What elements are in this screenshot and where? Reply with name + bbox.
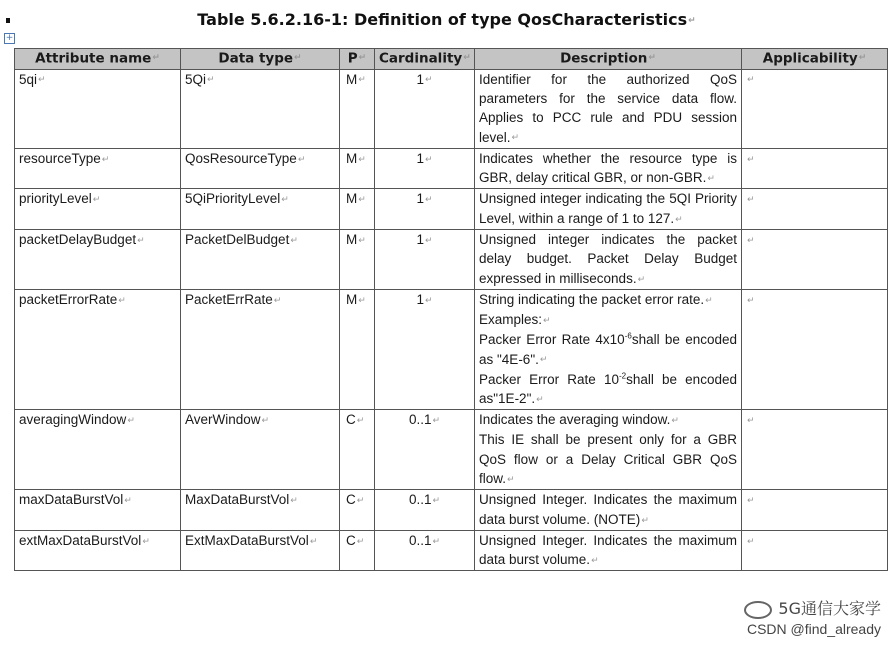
cell-cardinality: 0..1↵ [375,530,475,571]
cell-cardinality: 1↵ [375,148,475,189]
cell-description: Unsigned Integer. Indicates the maximum data burst volume.↵ [475,530,742,571]
cell-attribute-name: resourceType↵ [15,148,181,189]
header-data-type: Data type↵ [181,49,340,70]
cell-description [475,410,742,490]
cell-cardinality: 1↵ [375,289,475,409]
desc-line: This IE shall be present only for a GBR QoS flow or a Delay Critical GBR QoS flow.↵ [479,432,737,487]
cell-applicability: ↵ [742,530,888,571]
watermark [744,596,881,637]
cell-data-type: AverWindow↵ [181,410,340,490]
header-presence: P↵ [340,49,375,70]
cell-presence: C↵ [340,530,375,571]
table-header-row [15,49,888,70]
cell-data-type: PacketErrRate↵ [181,289,340,409]
header-cardinality: Cardinality↵ [375,49,475,70]
cell-applicability: ↵ [742,148,888,189]
cell-description: Unsigned integer indicates the packet delay budget. Packet Delay Budget expressed in milliseconds.↵ [475,229,742,289]
cell-cardinality: 1↵ [375,189,475,230]
cell-cardinality: 0..1↵ [375,490,475,531]
cell-attribute-name: 5qi↵ [15,69,181,148]
cell-applicability: ↵ [742,69,888,148]
cell-presence: C↵ [340,410,375,490]
table-move-handle-icon[interactable]: + [5,33,14,43]
table-row [15,189,888,230]
cell-presence: M↵ [340,289,375,409]
header-description: Description↵ [475,49,742,70]
cell-attribute-name: priorityLevel↵ [15,189,181,230]
desc-line: Packer Error Rate $10^{-2}shall$ be encoded as"1E-2".↵ [479,371,737,407]
cell-applicability: ↵ [742,410,888,490]
table-row [15,530,888,571]
cell-applicability: ↵ [742,229,888,289]
cell-cardinality: 1↵ [375,229,475,289]
cell-presence: M↵ [340,69,375,148]
cell-cardinality: 1↵ [375,69,475,148]
table-row [15,69,888,148]
table-row [15,229,888,289]
cell-presence: M↵ [340,189,375,230]
cell-description: Indicates whether the resource type is GBR, delay critical GBR, or non-GBR.↵ [475,148,742,189]
cell-data-type: QosResourceType↵ [181,148,340,189]
table-row [15,410,888,490]
cell-data-type: MaxDataBurstVol↵ [181,490,340,531]
header-attribute-name: Attribute name↵ [15,49,181,70]
table-caption: Table 5.6.2.16-1: Definition of type QosCharacteristics↵ [197,10,696,29]
desc-line: Indicates the averaging window.↵ [479,412,679,428]
cell-data-type: 5QiPriorityLevel↵ [181,189,340,230]
cell-description: Identifier for the authorized QoS parameters for the service data flow. Applies to PCC rule and PDU session level.↵ [475,69,742,148]
table-row [15,148,888,189]
exponent: -2 [618,371,627,381]
wechat-logo-icon [744,601,772,619]
cell-description: Unsigned integer indicating the 5QI Priority Level, within a range of 1 to 127.↵ [475,189,742,230]
cell-data-type: ExtMaxDataBurstVol↵ [181,530,340,571]
desc-line: Examples:↵ [479,312,551,328]
cell-attribute-name: extMaxDataBurstVol↵ [15,530,181,571]
cell-attribute-name: averagingWindow↵ [15,410,181,490]
header-applicability: Applicability↵ [742,49,888,70]
cell-applicability: ↵ [742,289,888,409]
cell-presence: M↵ [340,229,375,289]
exponent: -6 [624,331,632,341]
cell-attribute-name: packetErrorRate↵ [15,289,181,409]
desc-line: Packer Error Rate $4x10^{-6}shall$ be encoded as "4E-6".↵ [479,331,737,367]
cell-description: Unsigned Integer. Indicates the maximum data burst volume. (NOTE)↵ [475,490,742,531]
watermark-source: CSDN @find_already [746,621,881,637]
table-row [15,490,888,531]
cell-cardinality: 0..1↵ [375,410,475,490]
cell-data-type: PacketDelBudget↵ [181,229,340,289]
cell-applicability: ↵ [742,490,888,531]
watermark-account: 5G通信大家学 [744,596,881,619]
cell-data-type: 5Qi↵ [181,69,340,148]
cell-attribute-name: packetDelayBudget↵ [15,229,181,289]
desc-line: String indicating the packet error rate.↵ [479,291,713,307]
qos-characteristics-table [14,48,888,571]
cell-applicability: ↵ [742,189,888,230]
cell-description [475,289,742,409]
cell-presence: C↵ [340,490,375,531]
cell-presence: M↵ [340,148,375,189]
table-row [15,289,888,409]
cell-attribute-name: maxDataBurstVol↵ [15,490,181,531]
